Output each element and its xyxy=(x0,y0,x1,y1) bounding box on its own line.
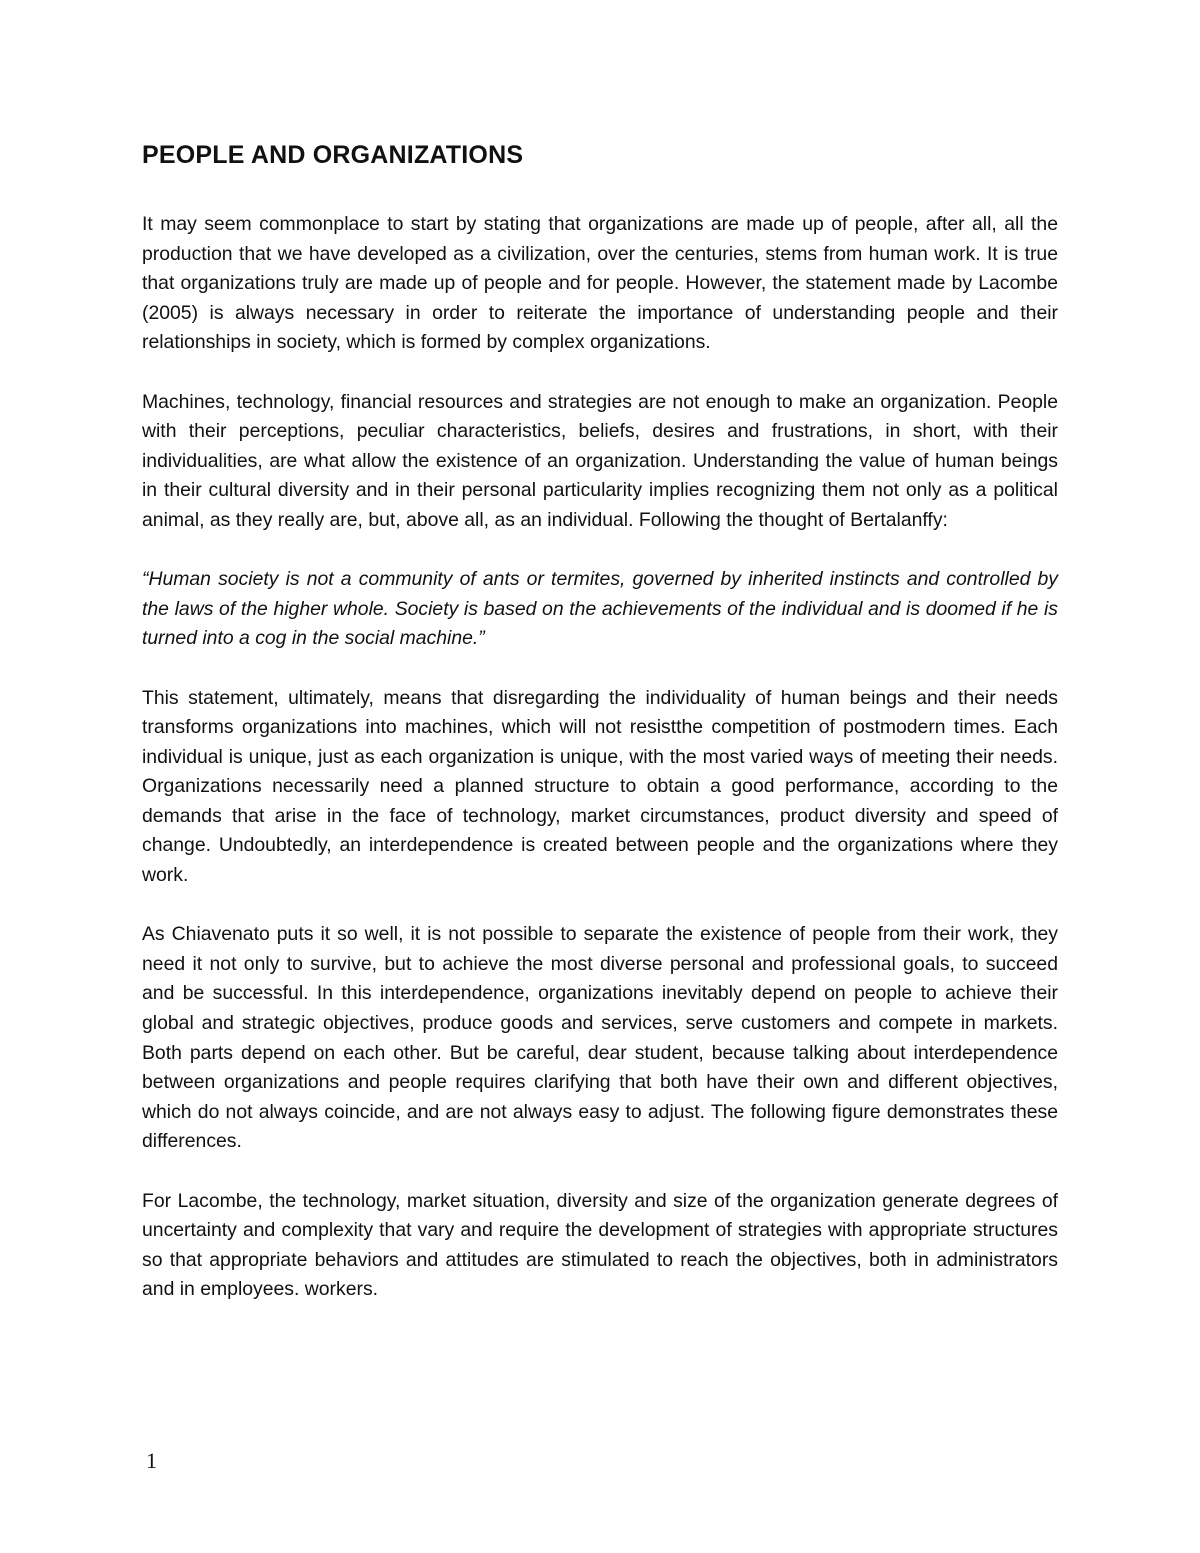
page-title: PEOPLE AND ORGANIZATIONS xyxy=(142,141,524,169)
quote-bertalanffy: “Human society is not a community of ants or termites, governed by inherited instincts and controlled by the laws of the higher whole. Society is based on the achievements of the individual and is doomed if he is turned into a cog in the social machine.” xyxy=(142,568,1058,650)
page-content xyxy=(142,140,1058,1335)
paragraph-intro: It may seem commonplace to start by stating that organizations are made up of people, after all, all the production that we have developed as a civilization, over the centuries, stems from human work. It is true that organizations truly are made up of people and for people. However, the statement made by Lacombe (2005) is always necessary in order to reiterate the importance of understanding people and their relationships in society, which is formed by complex organizations. xyxy=(142,213,1058,354)
paragraph-machines: Machines, technology, financial resources and strategies are not enough to make an organization. People with their perceptions, peculiar characteristics, beliefs, desires and frustrations, in short, with their individualities, are what allow the existence of an organization. Understanding the value of human beings in their cultural diversity and in their personal particularity implies recognizing them not only as a political animal, as they really are, but, above all, as an individual. Following the thought of Bertalanffy: xyxy=(142,390,1058,531)
page-number: 1 xyxy=(146,1448,157,1473)
paragraph-lacombe: For Lacombe, the technology, market situation, diversity and size of the organization generate degrees of uncertainty and complexity that vary and require the development of strategies with appropriate structures so that appropriate behaviors and attitudes are stimulated to reach the objectives, both in administrators and in employees. workers. xyxy=(142,1189,1058,1301)
paragraph-statement: This statement, ultimately, means that disregarding the individuality of human beings and their needs transforms organizations into machines, which will not resistthe competition of postmodern times. Each individual is unique, just as each organization is unique, with the most varied ways of meeting their needs. Organizations necessarily need a planned structure to obtain a good performance, according to the demands that arise in the face of technology, market circumstances, product diversity and speed of change. Undoubtedly, an interdependence is created between people and the organizations where they work. xyxy=(142,686,1058,887)
paragraph-chiavenato: As Chiavenato puts it so well, it is not possible to separate the existence of people from their work, they need it not only to survive, but to achieve the most diverse personal and professional goals, to succeed and be successful. In this interdependence, organizations inevitably depend on people to achieve their global and strategic objectives, produce goods and services, serve customers and compete in markets. Both parts depend on each other. But be careful, dear student, because talking about interdependence between organizations and people requires clarifying that both have their own and different objectives, which do not always coincide, and are not always easy to adjust. The following figure demonstrates these differences. xyxy=(142,923,1058,1153)
